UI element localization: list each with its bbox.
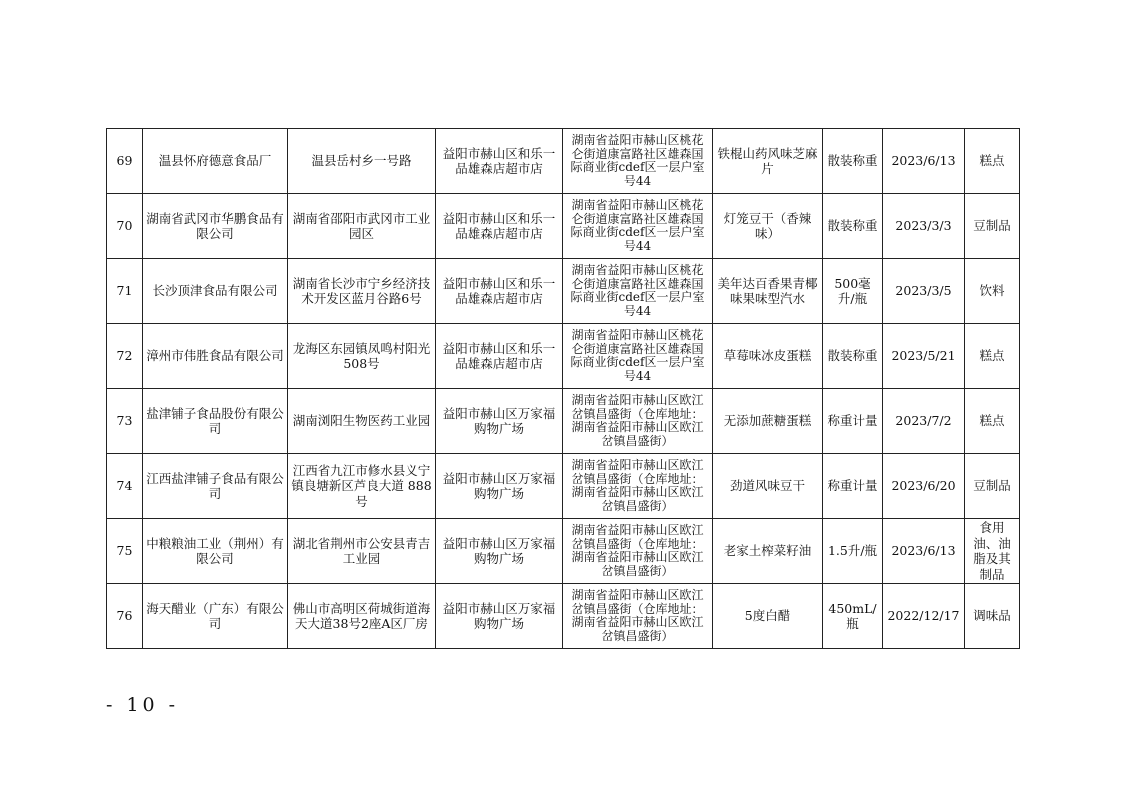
product-name-cell: 美年达百香果青椰味果味型汽水 — [713, 259, 823, 324]
production-date-cell: 2023/6/13 — [883, 129, 965, 194]
seller-address-cell: 湖南省益阳市赫山区桃花仑街道康富路社区雄森国际商业街cdef区一层户室号44 — [563, 259, 713, 324]
producer-name-cell: 盐津铺子食品股份有限公司 — [143, 389, 288, 454]
table-row — [107, 259, 1020, 324]
seller-address-cell: 湖南省益阳市赫山区欧江岔镇昌盛街（仓库地址：湖南省益阳市赫山区欧江岔镇昌盛街） — [563, 584, 713, 649]
producer-address-cell: 江西省九江市修水县义宁镇良塘新区芦良大道 888 号 — [288, 454, 436, 519]
seller-name-cell: 益阳市赫山区和乐一品雄森店超市店 — [436, 259, 563, 324]
seller-name-cell: 益阳市赫山区万家福购物广场 — [436, 454, 563, 519]
producer-address-cell: 龙海区东园镇凤鸣村阳光508号 — [288, 324, 436, 389]
row-number-cell: 73 — [107, 389, 143, 454]
production-date-cell: 2023/6/20 — [883, 454, 965, 519]
seller-address-cell: 湖南省益阳市赫山区桃花仑街道康富路社区雄森国际商业街cdef区一层户室号44 — [563, 194, 713, 259]
food-category-cell: 豆制品 — [965, 194, 1020, 259]
page-number: - 10 - — [106, 694, 180, 716]
food-category-cell: 糕点 — [965, 129, 1020, 194]
table-body — [107, 129, 1020, 649]
production-date-cell: 2023/7/2 — [883, 389, 965, 454]
table-row — [107, 519, 1020, 584]
food-category-cell: 豆制品 — [965, 454, 1020, 519]
food-category-cell: 糕点 — [965, 324, 1020, 389]
food-category-cell: 糕点 — [965, 389, 1020, 454]
producer-name-cell: 中粮粮油工业（荆州）有限公司 — [143, 519, 288, 584]
producer-address-cell: 温县岳村乡一号路 — [288, 129, 436, 194]
specification-cell: 500毫升/瓶 — [823, 259, 883, 324]
producer-address-cell: 湖北省荆州市公安县青吉工业园 — [288, 519, 436, 584]
production-date-cell: 2023/6/13 — [883, 519, 965, 584]
row-number-cell: 72 — [107, 324, 143, 389]
specification-cell: 散装称重 — [823, 129, 883, 194]
specification-cell: 450mL/瓶 — [823, 584, 883, 649]
producer-address-cell: 湖南省长沙市宁乡经济技术开发区蓝月谷路6号 — [288, 259, 436, 324]
seller-name-cell: 益阳市赫山区和乐一品雄森店超市店 — [436, 194, 563, 259]
producer-name-cell: 江西盐津铺子食品有限公司 — [143, 454, 288, 519]
producer-name-cell: 湖南省武冈市华鹏食品有限公司 — [143, 194, 288, 259]
product-name-cell: 无添加蔗糖蛋糕 — [713, 389, 823, 454]
seller-address-cell: 湖南省益阳市赫山区欧江岔镇昌盛街（仓库地址：湖南省益阳市赫山区欧江岔镇昌盛街） — [563, 519, 713, 584]
seller-address-cell: 湖南省益阳市赫山区欧江岔镇昌盛街（仓库地址：湖南省益阳市赫山区欧江岔镇昌盛街） — [563, 454, 713, 519]
seller-address-cell: 湖南省益阳市赫山区欧江岔镇昌盛街（仓库地址：湖南省益阳市赫山区欧江岔镇昌盛街） — [563, 389, 713, 454]
producer-name-cell: 温县怀府德意食品厂 — [143, 129, 288, 194]
seller-name-cell: 益阳市赫山区万家福购物广场 — [436, 584, 563, 649]
producer-name-cell: 海天醋业（广东）有限公司 — [143, 584, 288, 649]
production-date-cell: 2023/3/3 — [883, 194, 965, 259]
row-number-cell: 74 — [107, 454, 143, 519]
food-category-cell: 调味品 — [965, 584, 1020, 649]
specification-cell: 1.5升/瓶 — [823, 519, 883, 584]
producer-address-cell: 佛山市高明区荷城街道海天大道38号2座A区厂房 — [288, 584, 436, 649]
seller-address-cell: 湖南省益阳市赫山区桃花仑街道康富路社区雄森国际商业街cdef区一层户室号44 — [563, 324, 713, 389]
producer-address-cell: 湖南省邵阳市武冈市工业园区 — [288, 194, 436, 259]
product-name-cell: 5度白醋 — [713, 584, 823, 649]
production-date-cell: 2022/12/17 — [883, 584, 965, 649]
seller-address-cell: 湖南省益阳市赫山区桃花仑街道康富路社区雄森国际商业街cdef区一层户室号44 — [563, 129, 713, 194]
product-name-cell: 草莓味冰皮蛋糕 — [713, 324, 823, 389]
table-row — [107, 584, 1020, 649]
producer-name-cell: 长沙顶津食品有限公司 — [143, 259, 288, 324]
seller-name-cell: 益阳市赫山区万家福购物广场 — [436, 389, 563, 454]
seller-name-cell: 益阳市赫山区万家福购物广场 — [436, 519, 563, 584]
production-date-cell: 2023/5/21 — [883, 324, 965, 389]
producer-address-cell: 湖南浏阳生物医药工业园 — [288, 389, 436, 454]
row-number-cell: 69 — [107, 129, 143, 194]
seller-name-cell: 益阳市赫山区和乐一品雄森店超市店 — [436, 129, 563, 194]
row-number-cell: 71 — [107, 259, 143, 324]
specification-cell: 称重计量 — [823, 454, 883, 519]
product-name-cell: 灯笼豆干（香辣味） — [713, 194, 823, 259]
sampling-results-table — [106, 128, 1020, 649]
producer-name-cell: 漳州市伟胜食品有限公司 — [143, 324, 288, 389]
row-number-cell: 76 — [107, 584, 143, 649]
specification-cell: 散装称重 — [823, 194, 883, 259]
product-name-cell: 老家土榨菜籽油 — [713, 519, 823, 584]
table-row — [107, 194, 1020, 259]
product-name-cell: 劲道风味豆干 — [713, 454, 823, 519]
row-number-cell: 70 — [107, 194, 143, 259]
specification-cell: 散装称重 — [823, 324, 883, 389]
table-row — [107, 324, 1020, 389]
seller-name-cell: 益阳市赫山区和乐一品雄森店超市店 — [436, 324, 563, 389]
table-row — [107, 389, 1020, 454]
row-number-cell: 75 — [107, 519, 143, 584]
table-row — [107, 454, 1020, 519]
product-name-cell: 铁棍山药风味芝麻片 — [713, 129, 823, 194]
table-row — [107, 129, 1020, 194]
food-category-cell: 食用油、油脂及其制品 — [965, 519, 1020, 584]
specification-cell: 称重计量 — [823, 389, 883, 454]
production-date-cell: 2023/3/5 — [883, 259, 965, 324]
food-category-cell: 饮料 — [965, 259, 1020, 324]
